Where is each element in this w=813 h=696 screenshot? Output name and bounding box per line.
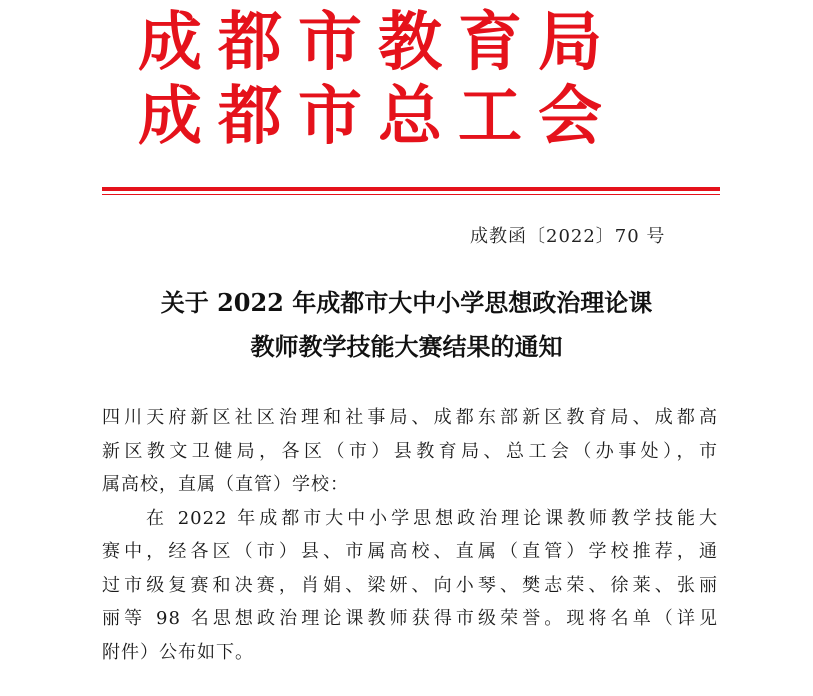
letterhead-red-rule-thick	[102, 187, 720, 191]
document-body	[102, 401, 718, 669]
letterhead	[100, 6, 720, 154]
letterhead-red-rule-thin	[102, 194, 720, 195]
letterhead-line-trade-union: 成都市总工会	[138, 79, 618, 154]
paragraph-line-5: 附件）公布如下。	[102, 641, 254, 663]
title-line-1: 关于 2022 年成都市大中小学思想政治理论课	[160, 288, 653, 317]
addressee-line-1: 四川天府新区社区治理和社事局、成都东部新区教育局、成都高	[102, 407, 718, 428]
document-number: 成教函〔2022〕70 号	[470, 226, 666, 247]
paragraph-line-2: 赛中，经各区（市）县、市属高校、直属（直管）学校推荐，通	[102, 541, 718, 562]
paragraph-line-1: 在 2022 年成都市大中小学思想政治理论课教师教学技能大	[146, 507, 718, 529]
title-line-2: 教师教学技能大赛结果的通知	[250, 332, 563, 361]
letterhead-line-education-bureau: 成都市教育局	[138, 5, 618, 80]
paragraph-line-4: 丽等 98 名思想政治理论课教师获得市级荣誉。现将名单（详见	[102, 608, 718, 629]
addressee-line-3: 属高校，直属（直管）学校：	[102, 474, 349, 495]
paragraph-line-3: 过市级复赛和决赛，肖娟、梁妍、向小琴、樊志荣、徐莱、张丽	[102, 574, 718, 596]
document-title	[60, 281, 753, 369]
addressee-line-2: 新区教文卫健局，各区（市）县教育局、总工会（办事处），市	[102, 440, 718, 462]
